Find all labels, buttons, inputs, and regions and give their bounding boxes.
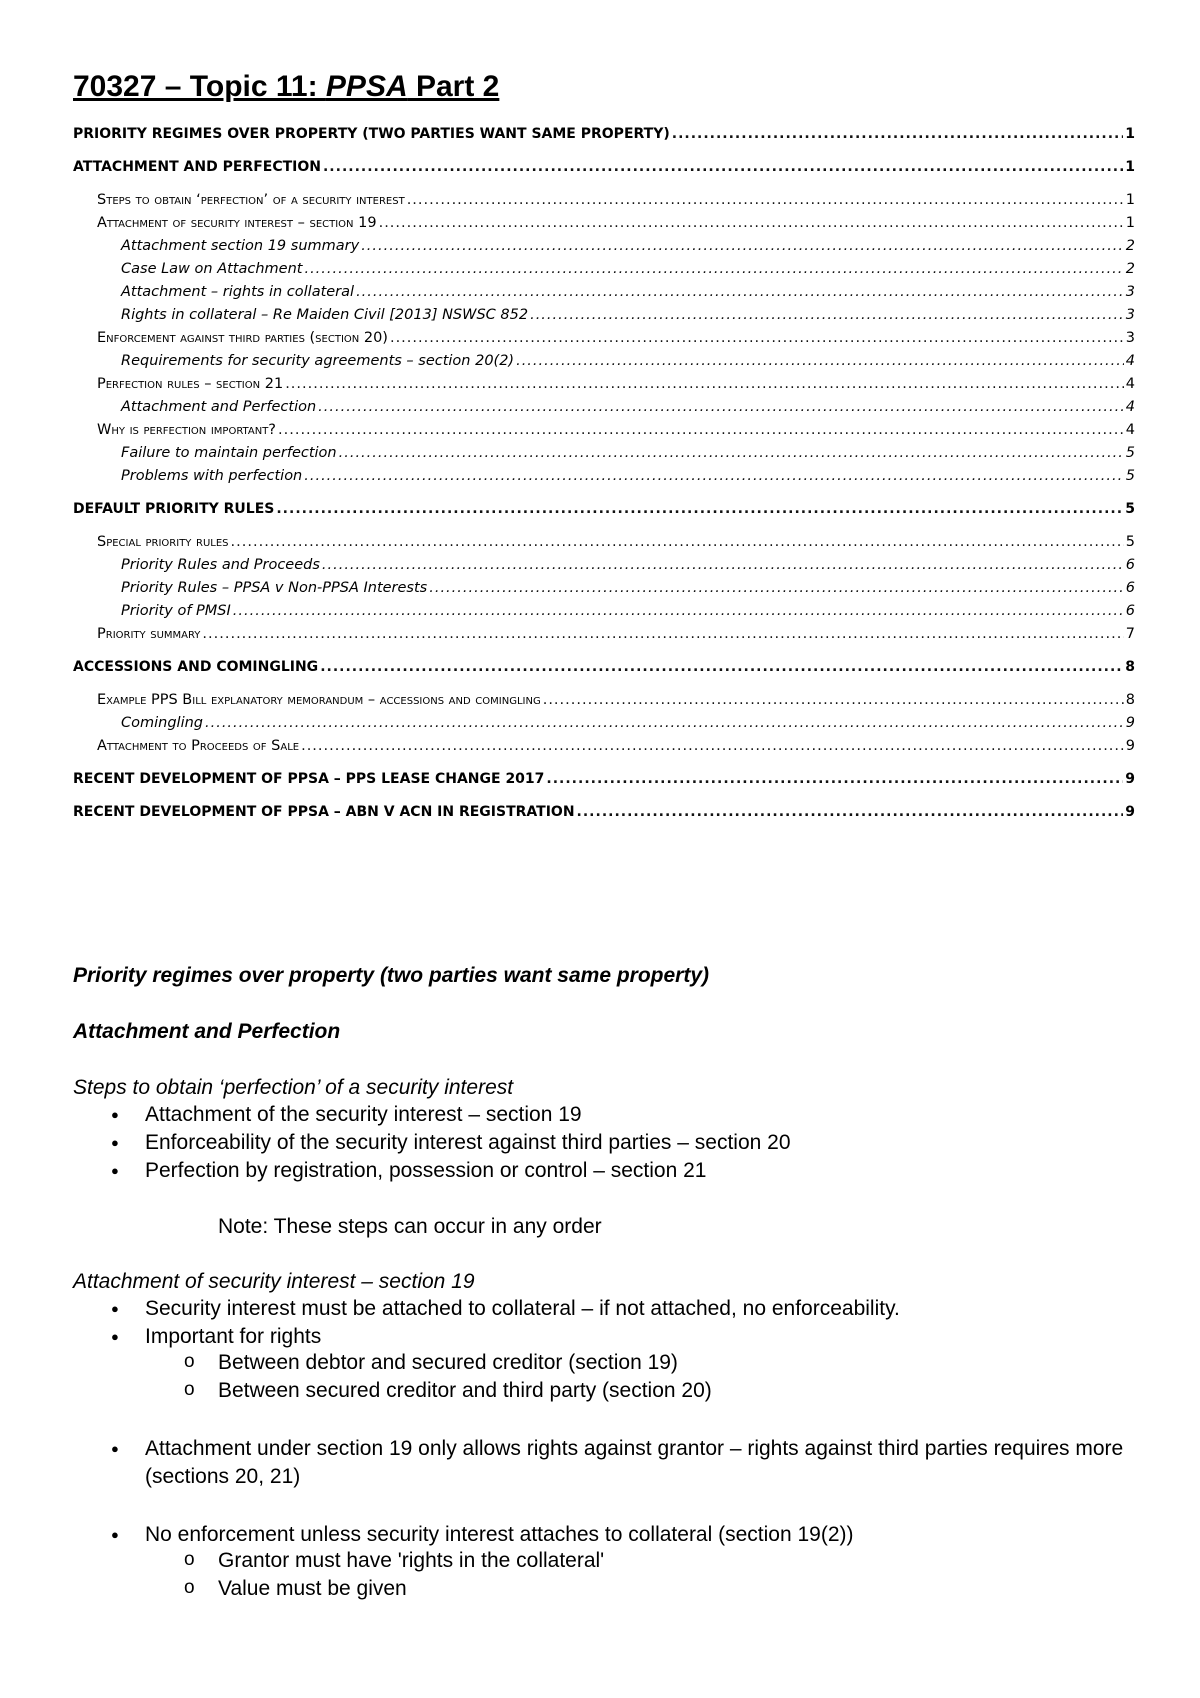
subheading-attachment-s19: Attachment of security interest – section 19 — [73, 1270, 475, 1293]
toc-entry[interactable] — [73, 771, 1135, 793]
toc-page-number: 6 — [1125, 557, 1135, 573]
toc-entry[interactable] — [73, 692, 1135, 714]
toc-entry[interactable] — [73, 330, 1135, 352]
toc-page-number: 4 — [1125, 353, 1135, 369]
toc-page-number: 5 — [1125, 445, 1135, 461]
toc-entry-text: DEFAULT PRIORITY RULES — [73, 501, 275, 517]
toc-entry[interactable] — [73, 159, 1135, 181]
toc-entry[interactable] — [73, 376, 1135, 398]
toc-entry-text: Priority summary — [97, 626, 201, 642]
toc-entry-text: Attachment of security interest – section 19 — [97, 215, 377, 231]
toc-page-number: 5 — [1125, 534, 1135, 550]
toc-entry-text: PRIORITY REGIMES OVER PROPERTY (TWO PARTIES WANT SAME PROPERTY) — [73, 126, 670, 142]
toc-entry-text: Perfection rules – section 21 — [97, 376, 284, 392]
list-item: ● No enforcement unless security interest attaches to collateral (section 19(2)) — [145, 1521, 1135, 1549]
title-italic: PPSA — [325, 70, 408, 103]
page-title — [73, 70, 499, 104]
toc-entry-text: Attachment – rights in collateral — [121, 284, 355, 300]
toc-entry-text: Priority Rules and Proceeds — [121, 557, 320, 573]
toc-page-number: 4 — [1125, 376, 1135, 392]
title-code: 70327 – Topic 11: — [73, 70, 326, 103]
toc-entry[interactable] — [73, 626, 1135, 648]
section-heading-attachment: Attachment and Perfection — [73, 1020, 341, 1043]
toc-entry[interactable] — [73, 307, 1135, 329]
toc-page-number: 1 — [1125, 126, 1135, 142]
toc-entry-text: Rights in collateral – Re Maiden Civil [2013] NSWSC 852 — [121, 307, 529, 323]
toc-page-number: 8 — [1125, 659, 1135, 675]
toc-entry-text: RECENT DEVELOPMENT OF PPSA – ABN V ACN IN REGISTRATION — [73, 804, 575, 820]
toc-entry-text: Priority Rules – PPSA v Non-PPSA Interests — [121, 580, 428, 596]
note-text: Note: These steps can occur in any order — [218, 1215, 602, 1238]
toc-entry-text: Case Law on Attachment — [121, 261, 303, 277]
toc-entry[interactable] — [73, 353, 1135, 375]
sub-list-item: o Between debtor and secured creditor (section 19) — [218, 1351, 678, 1375]
toc-page-number: 9 — [1125, 771, 1135, 787]
list-item: ● Important for rights — [145, 1323, 1135, 1351]
title-rest: Part 2 — [407, 70, 500, 103]
toc-page-number: 1 — [1125, 159, 1135, 175]
toc-entry-text: Attachment section 19 summary — [121, 238, 360, 254]
list-item: ● Attachment of the security interest – section 19 — [145, 1101, 1135, 1129]
toc-page-number: 4 — [1125, 422, 1135, 438]
toc-page-number: 7 — [1125, 626, 1135, 642]
list-item: ● Perfection by registration, possession or control – section 21 — [145, 1157, 1135, 1185]
toc-entry[interactable] — [73, 422, 1135, 444]
toc-entry[interactable] — [73, 215, 1135, 237]
toc-page-number: 9 — [1125, 738, 1135, 754]
sub-list-item: o Grantor must have 'rights in the collateral' — [218, 1549, 604, 1573]
toc-entry[interactable] — [73, 284, 1135, 306]
toc-entry[interactable] — [73, 501, 1135, 523]
toc-entry-text: Steps to obtain ‘perfection’ of a security interest — [97, 192, 405, 208]
toc-entry-text: Why is perfection important? — [97, 422, 277, 438]
toc-page-number: 6 — [1125, 603, 1135, 619]
toc-entry-text: RECENT DEVELOPMENT OF PPSA – PPS LEASE CHANGE 2017 — [73, 771, 545, 787]
toc-entry-text: Example PPS Bill explanatory memorandum – accessions and comingling — [97, 692, 541, 708]
toc-entry[interactable] — [73, 192, 1135, 214]
toc-page-number: 9 — [1125, 715, 1135, 731]
toc-entry-text: Attachment to Proceeds of Sale — [97, 738, 300, 754]
toc-entry-text: Comingling — [121, 715, 203, 731]
toc-entry-text: Enforcement against third parties (section 20) — [97, 330, 388, 346]
list-item: ● Attachment under section 19 only allows rights against grantor – rights against third parties requires more (sections 20, 21) — [145, 1435, 1135, 1491]
toc-page-number: 3 — [1125, 330, 1135, 346]
toc-entry-text: Priority of PMSI — [121, 603, 231, 619]
toc-page-number: 5 — [1125, 468, 1135, 484]
toc-page-number: 1 — [1125, 215, 1135, 231]
toc-entry[interactable] — [73, 580, 1135, 602]
toc-entry[interactable] — [73, 603, 1135, 625]
toc-entry-text: ACCESSIONS AND COMINGLING — [73, 659, 319, 675]
subheading-steps: Steps to obtain ‘perfection’ of a security interest — [73, 1076, 514, 1099]
list-item: ● Enforceability of the security interest against third parties – section 20 — [145, 1129, 1135, 1157]
toc-page-number: 6 — [1125, 580, 1135, 596]
toc-entry[interactable] — [73, 399, 1135, 421]
toc-entry[interactable] — [73, 738, 1135, 760]
toc-page-number: 3 — [1125, 307, 1135, 323]
sub-list-item: o Value must be given — [218, 1577, 407, 1601]
list-item: ● Security interest must be attached to collateral – if not attached, no enforceability. — [145, 1295, 1135, 1323]
toc-entry[interactable] — [73, 238, 1135, 260]
toc-entry[interactable] — [73, 659, 1135, 681]
toc-entry-text: Special priority rules — [97, 534, 229, 550]
toc-page-number: 3 — [1125, 284, 1135, 300]
toc-page-number: 8 — [1125, 692, 1135, 708]
toc-entry-text: Requirements for security agreements – section 20(2) — [121, 353, 515, 369]
toc-page-number: 5 — [1125, 501, 1135, 517]
toc-entry[interactable] — [73, 804, 1135, 826]
toc-entry[interactable] — [73, 126, 1135, 148]
toc-entry[interactable] — [73, 445, 1135, 467]
toc-page-number: 2 — [1125, 238, 1135, 254]
section-heading-priority: Priority regimes over property (two parties want same property) — [73, 964, 710, 987]
toc-entry[interactable] — [73, 468, 1135, 490]
sub-list-item: o Between secured creditor and third party (section 20) — [218, 1379, 712, 1403]
toc-page-number: 1 — [1125, 192, 1135, 208]
toc-entry[interactable] — [73, 715, 1135, 737]
toc-entry-text: Failure to maintain perfection — [121, 445, 337, 461]
toc-page-number: 9 — [1125, 804, 1135, 820]
toc-entry-text: Attachment and Perfection — [121, 399, 317, 415]
toc-entry-text: Problems with perfection — [121, 468, 303, 484]
toc-entry[interactable] — [73, 261, 1135, 283]
toc-entry-text: ATTACHMENT AND PERFECTION — [73, 159, 321, 175]
toc-entry[interactable] — [73, 557, 1135, 579]
toc-page-number: 4 — [1125, 399, 1135, 415]
toc-page-number: 2 — [1125, 261, 1135, 277]
toc-entry[interactable] — [73, 534, 1135, 556]
